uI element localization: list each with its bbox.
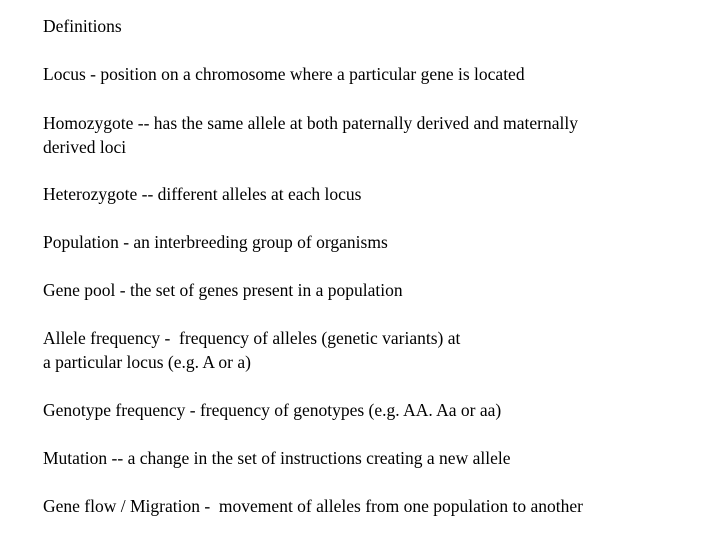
definition-heterozygote: Heterozygote -- different alleles at each locus: [43, 184, 362, 204]
definition-homozygote: Homozygote -- has the same allele at both paternally derived and maternally: [43, 113, 579, 133]
definition-allele-frequency-continued: a particular locus (e.g. A or a): [43, 352, 251, 372]
definition-homozygote-continued: derived loci: [43, 137, 127, 157]
definition-mutation: Mutation -- a change in the set of instructions creating a new allele: [43, 448, 511, 468]
definition-population: Population - an interbreeding group of organisms: [43, 232, 388, 252]
definition-genotype-frequency: Genotype frequency - frequency of genotypes (e.g. AA. Aa or aa): [43, 400, 502, 420]
definition-gene-pool: Gene pool - the set of genes present in a population: [43, 280, 403, 300]
definition-locus: Locus - position on a chromosome where a particular gene is located: [43, 64, 525, 84]
page-title: Definitions: [43, 16, 122, 36]
definition-allele-frequency: Allele frequency - frequency of alleles (genetic variants) at: [43, 328, 461, 348]
definition-gene-flow: Gene flow / Migration - movement of alleles from one population to another: [43, 496, 583, 516]
